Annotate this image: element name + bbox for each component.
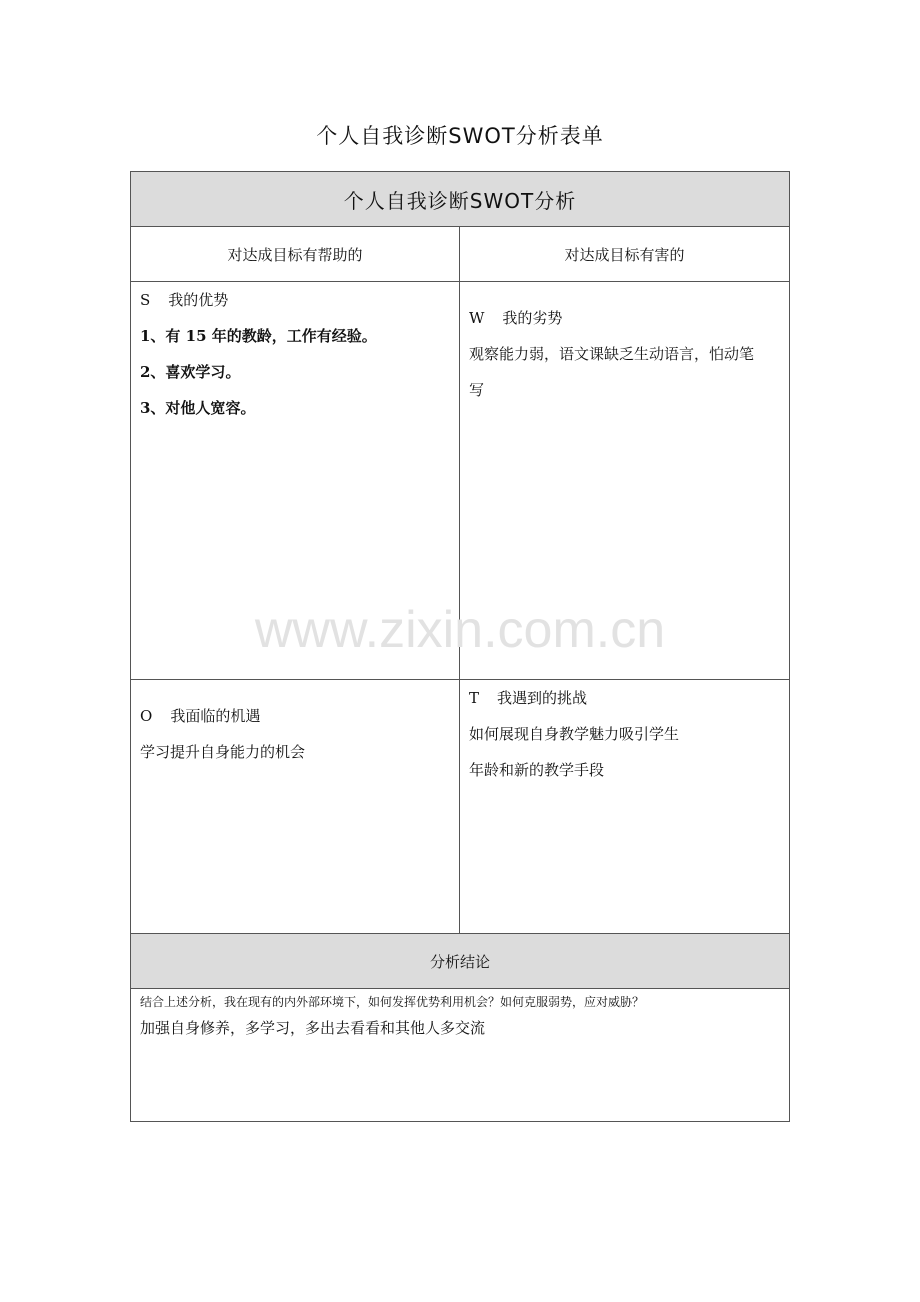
watermark: www.zixin.com.cn bbox=[254, 601, 666, 659]
weaknesses-title: 我的劣势 bbox=[502, 309, 563, 327]
strengths-title: 我的优势 bbox=[168, 291, 229, 309]
swot-table bbox=[130, 171, 790, 1122]
threat-line: 年龄和新的教学手段 bbox=[469, 761, 605, 779]
opportunities-letter: O bbox=[140, 707, 153, 725]
weaknesses-cell bbox=[460, 282, 789, 680]
weaknesses-letter: W bbox=[469, 309, 485, 327]
opportunities-title: 我面临的机遇 bbox=[170, 707, 261, 725]
threats-letter: T bbox=[469, 689, 480, 707]
weaknesses-heading bbox=[469, 300, 789, 336]
strength-item: 2、喜欢学习。 bbox=[140, 363, 241, 381]
strengths-heading bbox=[140, 282, 459, 318]
strengths-cell bbox=[131, 282, 460, 680]
page-title: 个人自我诊断SWOT分析表单 bbox=[316, 124, 604, 148]
threats-heading bbox=[469, 680, 789, 716]
conclusion-body bbox=[131, 989, 789, 1121]
strength-item: 1、有 15 年的教龄，工作有经验。 bbox=[140, 327, 377, 345]
weakness-line: 写 bbox=[469, 381, 485, 399]
threat-line: 如何展现自身教学魅力吸引学生 bbox=[469, 725, 680, 743]
opportunities-heading bbox=[140, 698, 459, 734]
conclusion-question: 结合上述分析，我在现有的内外部环境下，如何发挥优势利用机会？如何克服弱势，应对威胁？ bbox=[140, 995, 645, 1009]
column-header-harmful: 对达成目标有害的 bbox=[460, 227, 789, 282]
weakness-line: 观察能力弱，语文课缺乏生动语言，怕动笔 bbox=[469, 345, 755, 363]
opportunities-cell bbox=[131, 680, 460, 934]
opportunity-line: 学习提升自身能力的机会 bbox=[140, 743, 306, 761]
column-header-helpful: 对达成目标有帮助的 bbox=[131, 227, 460, 282]
threats-title: 我遇到的挑战 bbox=[497, 689, 588, 707]
strengths-letter: S bbox=[140, 291, 151, 309]
conclusion-header: 分析结论 bbox=[131, 934, 789, 989]
table-header: 个人自我诊断SWOT分析 bbox=[131, 172, 789, 227]
strength-item: 3、对他人宽容。 bbox=[140, 399, 256, 417]
conclusion-answer: 加强自身修养，多学习，多出去看看和其他人多交流 bbox=[140, 1019, 486, 1037]
threats-cell bbox=[460, 680, 789, 934]
